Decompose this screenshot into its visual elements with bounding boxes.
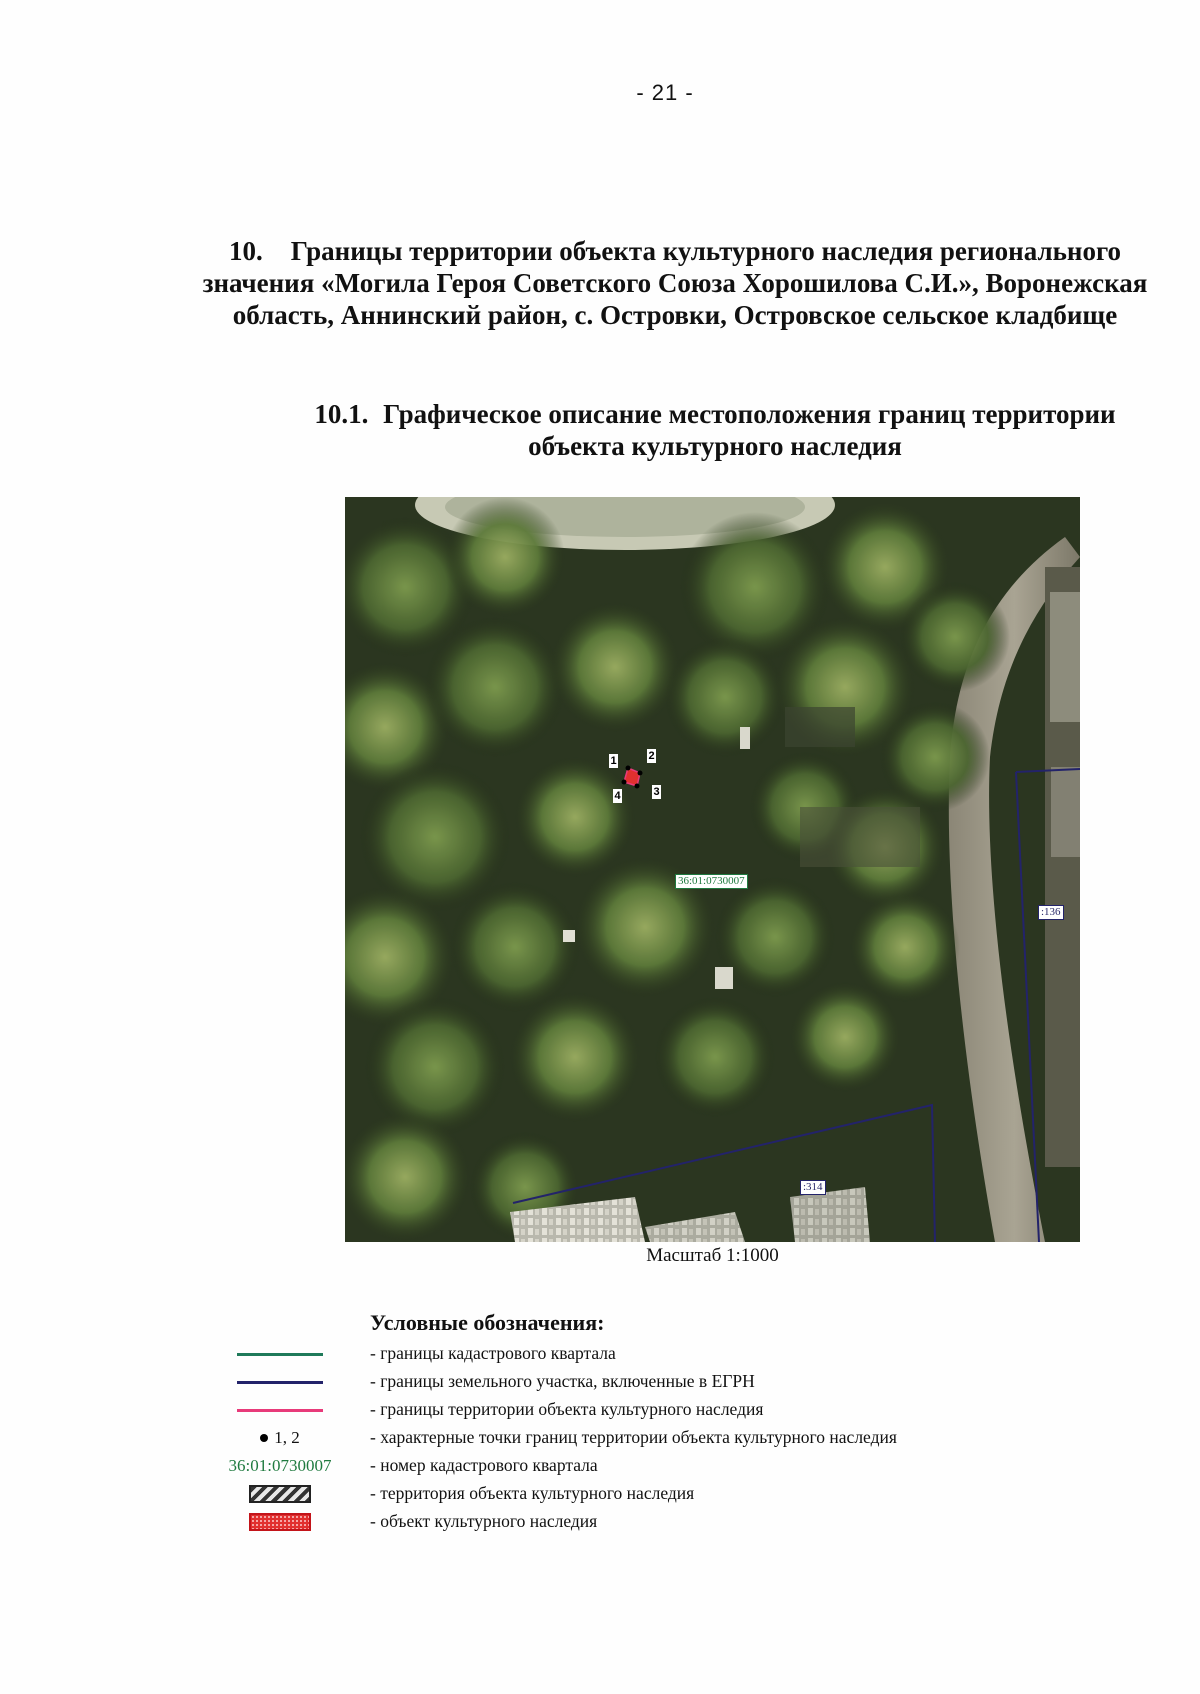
legend-text: - границы территории объекта культурного наследия [370, 1399, 764, 1419]
legend-text: - номер кадастрового квартала [370, 1455, 598, 1475]
pink-line-symbol [237, 1409, 323, 1412]
legend-text: - территория объекта культурного наследия [370, 1483, 695, 1503]
green-line-symbol [237, 1353, 323, 1356]
point-symbol [260, 1428, 300, 1448]
section-title [195, 235, 1155, 331]
legend-text: - границы кадастрового квартала [370, 1343, 616, 1363]
point-label-2: 2 [648, 750, 655, 762]
legend-item-quarter-boundary [200, 1340, 1100, 1368]
navy-line-symbol [237, 1381, 323, 1384]
red-box-symbol [249, 1513, 311, 1531]
subsection-number: 10.1. [314, 399, 369, 429]
cadastral-quarter-label: 36:01:0730007 [675, 874, 748, 889]
legend-item-points [200, 1424, 1100, 1452]
legend-item-heritage-territory [200, 1480, 1100, 1508]
point-label-4: 4 [614, 790, 621, 802]
quarter-code-symbol: 36:01:0730007 [228, 1456, 332, 1475]
subsection-title-text: Графическое описание местоположения границ территории объекта культурного наследия [383, 399, 1116, 461]
page-number: - 21 - [636, 80, 694, 105]
section-title-text: Границы территории объекта культурного наследия регионального значения «Могила Героя Советского Союза Хорошилова С.И.», Воронежская область, Аннинский район, с. Островки, Островское сельское кладбище [202, 236, 1148, 330]
legend-item-heritage-boundary [200, 1396, 1100, 1424]
legend-text: - границы земельного участка, включенные в ЕГРН [370, 1371, 755, 1391]
aerial-map [345, 497, 1080, 1242]
hatched-box-symbol [249, 1485, 311, 1503]
point-symbol-text: 1, 2 [274, 1428, 300, 1447]
legend-item-quarter-number [200, 1452, 1100, 1480]
map-scale: Масштаб 1:1000 [646, 1245, 779, 1266]
legend-item-heritage-object [200, 1508, 1100, 1536]
legend-item-parcel-boundary [200, 1368, 1100, 1396]
legend-title: Условные обозначения: [370, 1310, 605, 1335]
subsection-title [280, 398, 1150, 462]
aerial-photo [345, 497, 1080, 1242]
parcel-label-136: :136 [1038, 905, 1064, 920]
point-label-3: 3 [653, 786, 660, 798]
legend-text: - характерные точки границ территории объекта культурного наследия [370, 1427, 897, 1447]
section-number: 10. [228, 236, 263, 266]
parcel-label-314: :314 [800, 1180, 826, 1195]
black-dot-icon [260, 1434, 268, 1442]
legend-text: - объект культурного наследия [370, 1511, 598, 1531]
point-label-1: 1 [610, 755, 617, 767]
